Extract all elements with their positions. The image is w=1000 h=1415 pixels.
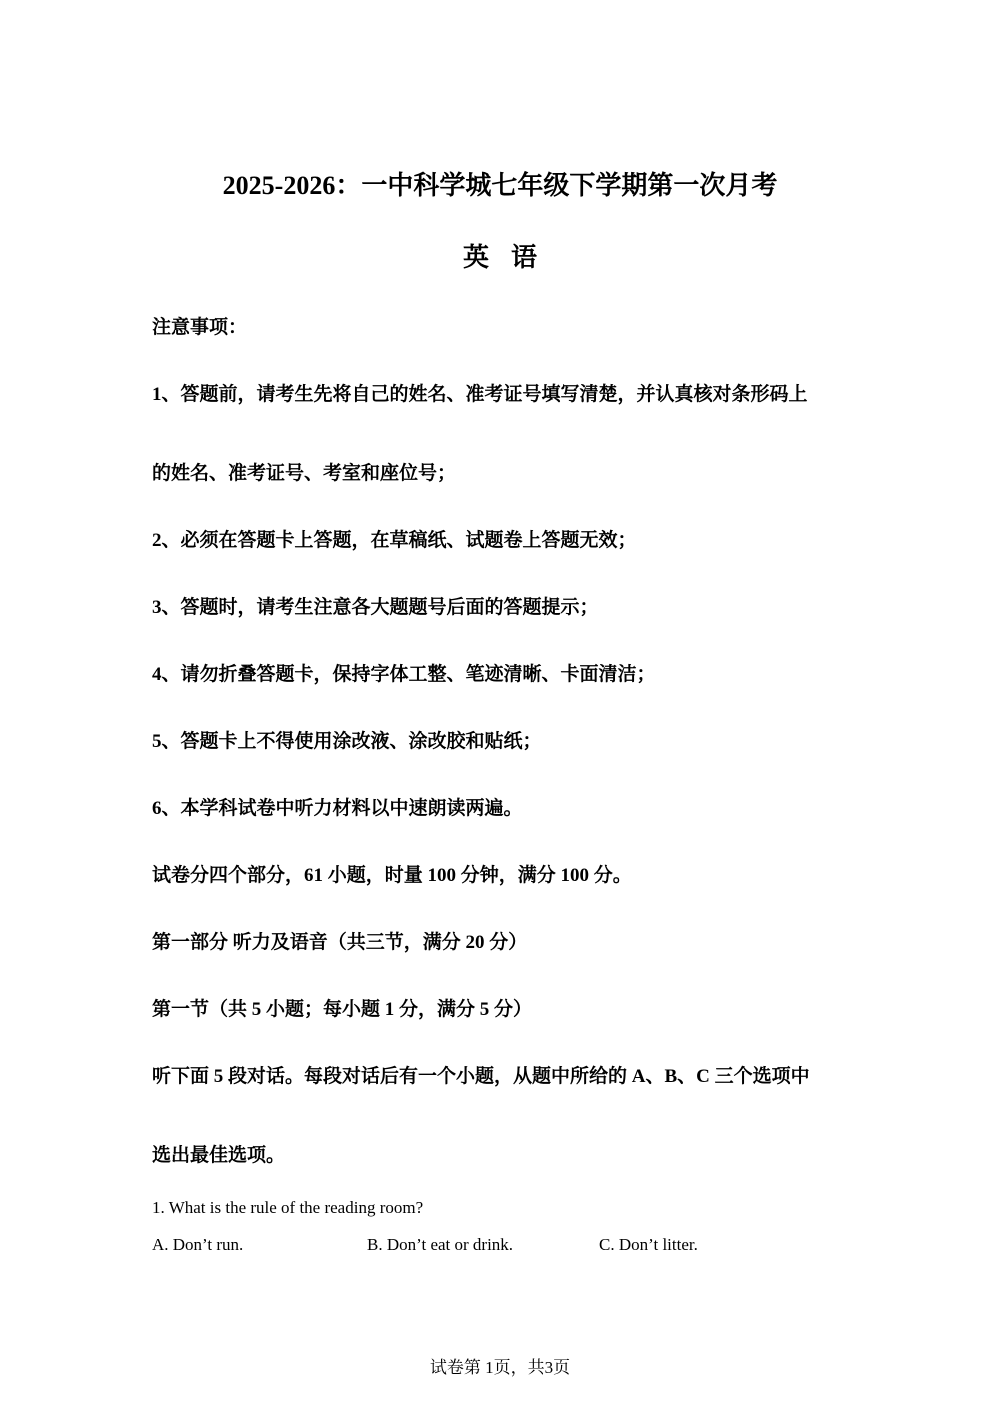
part1-heading: 第一部分 听力及语音（共三节，满分 20 分） bbox=[152, 932, 528, 953]
notice-item-5: 5、答题卡上不得使用涂改液、涂改胶和贴纸； bbox=[152, 731, 542, 752]
notice-item-6: 6、本学科试卷中听力材料以中速朗读两遍。 bbox=[152, 798, 523, 819]
exam-subject: 英语 bbox=[462, 243, 559, 272]
notice-item-1-continued: 的姓名、准考证号、考室和座位号； bbox=[152, 463, 457, 484]
exam-title: 2025-2026：一中科学城七年级下学期第一次月考 bbox=[222, 171, 778, 200]
question-1-option-b: B. Don’t eat or drink. bbox=[367, 1235, 514, 1254]
notice-item-1: 1、答题前，请考生先将自己的姓名、准考证号填写清楚，并认真核对条形码上 bbox=[152, 384, 808, 405]
notice-item-4: 4、请勿折叠答题卡，保持字体工整、笔迹清晰、卡面清洁； bbox=[152, 664, 656, 685]
question-1-option-c: C. Don’t litter. bbox=[599, 1235, 698, 1254]
notice-item-3: 3、答题时，请考生注意各大题题号后面的答题提示； bbox=[152, 597, 599, 618]
notice-heading: 注意事项： bbox=[152, 317, 248, 338]
question-1-stem: 1. What is the rule of the reading room? bbox=[152, 1198, 424, 1217]
notice-item-2: 2、必须在答题卡上答题，在草稿纸、试题卷上答题无效； bbox=[152, 530, 637, 551]
exam-summary: 试卷分四个部分，61 小题，时量 100 分钟，满分 100 分。 bbox=[152, 865, 632, 886]
section1-heading: 第一节（共 5 小题；每小题 1 分，满分 5 分） bbox=[152, 999, 533, 1020]
page-footer: 试卷第 1页，共3页 bbox=[429, 1358, 571, 1377]
section1-instruction: 听下面 5 段对话。每段对话后有一个小题，从题中所给的 A、B、C 三个选项中 bbox=[152, 1066, 810, 1087]
section1-instruction-continued: 选出最佳选项。 bbox=[152, 1145, 286, 1166]
question-1-option-a: A. Don’t run. bbox=[152, 1235, 244, 1254]
